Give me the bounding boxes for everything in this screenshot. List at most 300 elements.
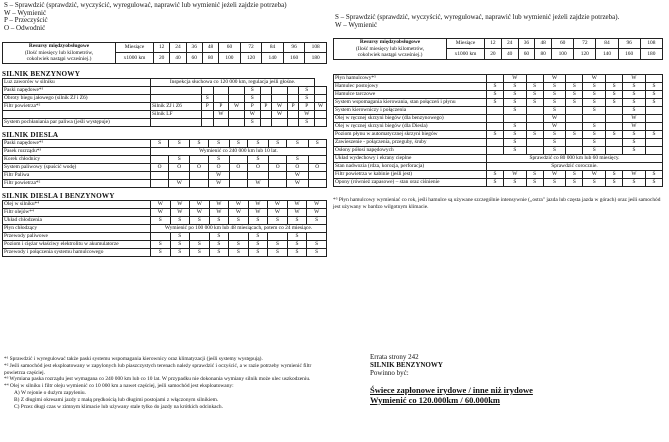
- schedule-cell: S: [583, 98, 606, 106]
- schedule-cell: W: [287, 208, 307, 216]
- schedule-cell: P: [260, 102, 272, 110]
- row-label: Filtr powietrza w kabinie (jeśli jest): [334, 170, 487, 178]
- schedule-cell: [151, 232, 171, 240]
- schedule-cell: P: [244, 102, 260, 110]
- table-row: [3, 147, 327, 155]
- month-cell: 60: [552, 39, 574, 49]
- schedule-cell: [190, 179, 208, 187]
- schedule-cell: O: [308, 163, 327, 171]
- schedule-cell: W: [151, 200, 171, 208]
- table-row: [3, 171, 327, 179]
- schedule-cell: [606, 114, 623, 122]
- schedule-cell: S: [623, 178, 646, 186]
- schedule-cell: S: [606, 170, 623, 178]
- row-note: Sprawdzić co 80 000 km lub 60 miesięcy.: [487, 154, 663, 162]
- schedule-cell: [151, 155, 169, 163]
- schedule-cell: W: [272, 102, 288, 110]
- schedule-cell: [190, 232, 210, 240]
- schedule-cell: [645, 74, 662, 82]
- right-schedule: [333, 38, 663, 210]
- schedule-cell: S: [543, 146, 566, 154]
- schedule-cell: W: [287, 171, 308, 179]
- km-cell: 80: [535, 49, 552, 59]
- months-label: Miesiące: [447, 39, 485, 49]
- schedule-cell: [213, 118, 229, 126]
- schedule-cell: [269, 179, 287, 187]
- schedule-cell: O: [208, 163, 229, 171]
- schedule-cell: W: [248, 200, 268, 208]
- schedule-cell: [645, 146, 662, 154]
- km-cell: 180: [305, 53, 327, 63]
- schedule-cell: W: [543, 170, 566, 178]
- schedule-cell: [487, 106, 504, 114]
- row-label: Korek chłodnicy: [3, 155, 151, 163]
- schedule-cell: W: [169, 179, 190, 187]
- schedule-cell: [566, 138, 583, 146]
- schedule-cell: W: [623, 114, 646, 122]
- schedule-cell: W: [287, 179, 308, 187]
- schedule-cell: O: [247, 163, 268, 171]
- row-label: Pasek rozrządu*³: [3, 147, 151, 155]
- row-label: Zawieszenie - połączenia, przeguby, śruby: [334, 138, 487, 146]
- schedule-cell: [213, 94, 229, 102]
- schedule-cell: S: [606, 82, 623, 90]
- row-label: Olej w ręcznej skrzyni biegów (dla benzynowego): [334, 114, 487, 122]
- schedule-cell: S: [169, 139, 190, 147]
- schedule-cell: S: [170, 232, 190, 240]
- schedule-cell: W: [247, 179, 268, 187]
- schedule-cell: [260, 110, 272, 118]
- schedule-cell: W: [209, 208, 229, 216]
- month-cell: 84: [596, 39, 618, 49]
- schedule-cell: S: [487, 170, 504, 178]
- benz-table: [2, 78, 327, 127]
- schedule-cell: S: [526, 170, 543, 178]
- schedule-cell: S: [503, 122, 526, 130]
- month-cell: 12: [485, 39, 502, 49]
- schedule-cell: [606, 122, 623, 130]
- errata-interval: Wymienić co 120.000km / 60.000km: [370, 395, 501, 405]
- legend-line: P – Przeczyścić: [4, 16, 48, 25]
- schedule-cell: [272, 86, 288, 94]
- table-row: [3, 216, 327, 224]
- footnote: B) Z długimi okresami jazdy z małą prędkością lub długimi postojami z włączonym silnikiem.: [14, 396, 219, 403]
- schedule-cell: P: [287, 102, 299, 110]
- schedule-cell: S: [566, 170, 583, 178]
- schedule-cell: [229, 171, 247, 179]
- schedule-cell: S: [503, 106, 526, 114]
- schedule-cell: W: [209, 200, 229, 208]
- schedule-cell: W: [543, 74, 566, 82]
- schedule-cell: S: [543, 82, 566, 90]
- month-cell: 96: [618, 39, 640, 49]
- schedule-cell: S: [503, 98, 526, 106]
- schedule-cell: W: [248, 208, 268, 216]
- schedule-cell: [229, 86, 245, 94]
- schedule-cell: [487, 74, 504, 82]
- row-label: System kierowniczy i połączenia: [334, 106, 487, 114]
- schedule-cell: W: [543, 122, 566, 130]
- schedule-cell: W: [503, 170, 526, 178]
- schedule-cell: W: [503, 74, 526, 82]
- schedule-cell: [526, 74, 543, 82]
- schedule-cell: [503, 114, 526, 122]
- schedule-cell: S: [244, 94, 260, 102]
- row-label: Hamulce tarczowe: [334, 90, 487, 98]
- table-row: [334, 74, 663, 82]
- schedule-cell: O: [151, 163, 169, 171]
- schedule-cell: O: [190, 163, 208, 171]
- schedule-cell: S: [566, 130, 583, 138]
- right-table: [333, 74, 663, 187]
- schedule-cell: [287, 94, 299, 102]
- header-sub: cokolwiek nastąpi wcześniej.): [357, 52, 423, 59]
- row-note: Inspekcja słuchowa co 120 000 km, regulacja jeśli głośne.: [151, 78, 315, 86]
- schedule-cell: S: [583, 130, 606, 138]
- km-cell: 20: [154, 53, 170, 63]
- row-note: Wymienić co 240 000 km lub 10 lat.: [151, 147, 327, 155]
- schedule-cell: [487, 122, 504, 130]
- row-label: Poziom i ciężar właściwy elektrolitu w akumulatorze: [3, 240, 151, 248]
- schedule-cell: S: [526, 178, 543, 186]
- header-sub: (Ilość miesięcy lub kilometrów,: [355, 45, 425, 52]
- row-label: System wspomagania kierowania, stan połączeń i płynu: [334, 98, 487, 106]
- schedule-cell: S: [268, 240, 288, 248]
- row-label: Poziom płynu w automatycznej skrzyni biegów: [334, 130, 487, 138]
- schedule-cell: [583, 114, 606, 122]
- schedule-cell: S: [209, 232, 229, 240]
- schedule-cell: S: [487, 82, 504, 90]
- km-cell: 120: [574, 49, 596, 59]
- schedule-cell: [645, 122, 662, 130]
- schedule-cell: S: [566, 82, 583, 90]
- row-label: Olej w silniku*⁴: [3, 200, 151, 208]
- legend-right: [335, 14, 665, 29]
- schedule-cell: S: [583, 90, 606, 98]
- schedule-cell: S: [299, 94, 315, 102]
- table-row: [334, 106, 663, 114]
- month-cell: 108: [640, 39, 662, 49]
- row-label: Filtr Paliwa: [3, 171, 151, 179]
- schedule-cell: S: [287, 240, 307, 248]
- both-table: [2, 200, 327, 257]
- schedule-cell: [269, 171, 287, 179]
- schedule-cell: [566, 106, 583, 114]
- schedule-cell: S: [503, 130, 526, 138]
- schedule-cell: [308, 171, 327, 179]
- section-title-diesla-benzynowy: SILNIK DIESLA I BENZYNOWY: [2, 191, 115, 200]
- schedule-cell: S: [606, 178, 623, 186]
- schedule-cell: O: [229, 163, 247, 171]
- schedule-cell: [247, 171, 268, 179]
- table-row: [334, 82, 663, 90]
- schedule-cell: P: [299, 102, 315, 110]
- month-cell: 12: [154, 43, 170, 53]
- schedule-cell: S: [287, 216, 307, 224]
- schedule-cell: S: [526, 90, 543, 98]
- table-row: [334, 178, 663, 186]
- schedule-cell: [487, 146, 504, 154]
- month-cell: 60: [219, 43, 241, 53]
- legend-line: O – Odwodnić: [4, 23, 46, 32]
- table-row: [334, 162, 663, 170]
- table-row: [334, 130, 663, 138]
- schedule-cell: S: [645, 178, 662, 186]
- schedule-cell: S: [151, 216, 171, 224]
- section-title-diesla: SILNIK DIESLA: [2, 130, 59, 139]
- row-label: Olej w ręcznej skrzyni biegów (dla Diesla): [334, 122, 487, 130]
- schedule-cell: [645, 114, 662, 122]
- schedule-cell: W: [190, 200, 210, 208]
- schedule-cell: [151, 179, 169, 187]
- schedule-cell: [287, 86, 299, 94]
- schedule-cell: S: [526, 130, 543, 138]
- schedule-cell: S: [307, 240, 327, 248]
- schedule-cell: W: [287, 200, 307, 208]
- legend-line: S – Sprawdzić (sprawdzić, wyczyścić, wyregulować, naprawić lub wymienić jeżeli zajdzie potrzeba).: [335, 13, 620, 21]
- schedule-cell: [566, 122, 583, 130]
- errata-item: Świece zapłonowe irydowe / inne niż irydowe: [370, 385, 533, 395]
- month-cell: 36: [518, 39, 535, 49]
- month-cell: 36: [186, 43, 202, 53]
- schedule-cell: S: [526, 82, 543, 90]
- schedule-cell: S: [229, 240, 249, 248]
- schedule-cell: S: [287, 248, 307, 256]
- km-cell: 40: [501, 49, 518, 59]
- schedule-cell: S: [287, 139, 308, 147]
- schedule-cell: [526, 146, 543, 154]
- schedule-cell: W: [623, 74, 646, 82]
- schedule-cell: S: [566, 178, 583, 186]
- schedule-cell: W: [213, 110, 229, 118]
- schedule-cell: S: [623, 90, 646, 98]
- table-row: [334, 114, 663, 122]
- schedule-cell: [229, 155, 247, 163]
- table-row: [334, 98, 663, 106]
- table-row: [3, 102, 327, 110]
- schedule-cell: [260, 118, 272, 126]
- schedule-cell: W: [229, 208, 249, 216]
- footnote: *³ Wymiana paska rozrządu jest wymagana co 240 000 km lub co 10 lat. W przypadku nie dokonania wymiany silnik może ulec uszkodzeniu.: [4, 376, 311, 383]
- schedule-cell: S: [583, 138, 606, 146]
- km-label: x1000 km: [116, 53, 154, 63]
- row-label: Przewody i połączenia systemu hamulcowego: [3, 248, 151, 256]
- schedule-cell: S: [623, 98, 646, 106]
- schedule-cell: P: [202, 102, 214, 110]
- schedule-cell: [287, 118, 299, 126]
- schedule-cell: W: [208, 179, 229, 187]
- schedule-cell: S: [645, 90, 662, 98]
- schedule-cell: W: [268, 200, 288, 208]
- row-label: Płyn chłodzący: [3, 224, 151, 232]
- schedule-cell: [229, 179, 247, 187]
- schedule-cell: O: [269, 163, 287, 171]
- row-label: System paliwowy (spuścić wodę): [3, 163, 151, 171]
- month-cell: 96: [283, 43, 305, 53]
- schedule-cell: S: [526, 98, 543, 106]
- table-row: [334, 146, 663, 154]
- schedule-cell: [606, 138, 623, 146]
- row-label: Obroty biegu jałowego (silnik ZJ i Z6): [3, 94, 151, 102]
- row-label: Opony (również zapasowe) – stan oraz ciśnienie: [334, 178, 487, 186]
- schedule-cell: [645, 106, 662, 114]
- month-cell: 108: [305, 43, 327, 53]
- errata-subtitle: Powinno być:: [370, 369, 409, 377]
- schedule-cell: W: [151, 208, 171, 216]
- month-cell: 72: [574, 39, 596, 49]
- schedule-cell: S: [299, 118, 315, 126]
- schedule-cell: S: [503, 138, 526, 146]
- schedule-cell: S: [269, 139, 287, 147]
- schedule-cell: S: [190, 248, 210, 256]
- schedule-cell: S: [503, 146, 526, 154]
- row-label: Przewody paliwowe: [3, 232, 151, 240]
- schedule-cell: [169, 171, 190, 179]
- schedule-cell: S: [487, 178, 504, 186]
- row-sublabel: [151, 86, 202, 94]
- schedule-cell: [307, 232, 327, 240]
- row-label: System pochłaniania par paliwa (jeśli występuje): [3, 118, 151, 126]
- schedule-cell: [229, 110, 245, 118]
- schedule-cell: [487, 138, 504, 146]
- schedule-cell: S: [623, 138, 646, 146]
- km-cell: 120: [240, 53, 262, 63]
- schedule-cell: P: [213, 102, 229, 110]
- schedule-cell: S: [583, 82, 606, 90]
- legend-line: W – Wymienić: [4, 8, 47, 17]
- schedule-cell: [487, 114, 504, 122]
- section-title-benzynowy: SILNIK BENZYNOWY: [2, 69, 81, 78]
- month-cell: 84: [262, 43, 284, 53]
- schedule-cell: S: [487, 98, 504, 106]
- schedule-cell: [202, 110, 214, 118]
- schedule-cell: [229, 232, 249, 240]
- row-label: Płyn hamulcowy*⁵: [334, 74, 487, 82]
- schedule-cell: S: [623, 146, 646, 154]
- table-row: [334, 138, 663, 146]
- km-cell: 40: [170, 53, 186, 63]
- schedule-cell: S: [247, 139, 268, 147]
- schedule-cell: S: [308, 139, 327, 147]
- schedule-cell: [645, 138, 662, 146]
- footnote: *¹ Sprawdzić i wyregulować także paski systemu wspomagania kierownicy oraz klimatyzacji (jeśli systemy występują).: [4, 356, 263, 362]
- header-sub: (Ilość miesięcy lub kilometrów,: [24, 49, 94, 56]
- schedule-cell: W: [623, 122, 646, 130]
- errata-section: SILNIK BENZYNOWY: [370, 361, 443, 369]
- schedule-cell: [260, 94, 272, 102]
- table-row: [3, 179, 327, 187]
- table-row: [334, 154, 663, 162]
- schedule-cell: O: [169, 163, 190, 171]
- row-sublabel: [151, 94, 202, 102]
- months-label: Miesiące: [116, 43, 154, 53]
- km-cell: 100: [552, 49, 574, 59]
- schedule-cell: [260, 86, 272, 94]
- diesel-table: [2, 139, 327, 188]
- schedule-cell: [272, 118, 288, 126]
- schedule-cell: S: [543, 138, 566, 146]
- row-label: Luz zaworów w silniku: [3, 78, 151, 86]
- schedule-cell: S: [623, 106, 646, 114]
- right-header-table: [333, 38, 663, 60]
- schedule-cell: S: [645, 170, 662, 178]
- schedule-cell: W: [190, 208, 210, 216]
- schedule-cell: [229, 94, 245, 102]
- schedule-cell: [315, 110, 327, 118]
- row-label: Układ wydechowy i ekrany cieplne: [334, 154, 487, 162]
- month-cell: 48: [535, 39, 552, 49]
- schedule-cell: W: [170, 200, 190, 208]
- row-label: Paski napędowe*¹: [3, 86, 151, 94]
- km-label: x1000 km: [447, 49, 485, 59]
- schedule-cell: S: [229, 139, 247, 147]
- schedule-cell: W: [170, 208, 190, 216]
- schedule-cell: S: [606, 98, 623, 106]
- schedule-cell: S: [543, 106, 566, 114]
- month-cell: 72: [240, 43, 262, 53]
- schedule-cell: S: [229, 248, 249, 256]
- km-cell: 180: [640, 49, 662, 59]
- schedule-cell: [526, 114, 543, 122]
- schedule-cell: S: [190, 240, 210, 248]
- schedule-cell: W: [244, 110, 260, 118]
- schedule-cell: S: [151, 248, 171, 256]
- row-label: Paski napędowe*¹: [3, 139, 151, 147]
- left-schedule: [2, 42, 327, 257]
- schedule-cell: W: [623, 170, 646, 178]
- schedule-cell: S: [248, 248, 268, 256]
- schedule-cell: S: [268, 248, 288, 256]
- schedule-cell: S: [247, 155, 268, 163]
- table-row: [334, 170, 663, 178]
- schedule-cell: W: [229, 200, 249, 208]
- table-row: [3, 118, 327, 126]
- schedule-cell: [526, 106, 543, 114]
- legend-line: S – Sprawdzić (sprawdzić, wyczyścić, wyregulować, naprawić lub wymienić jeżeli zajdzie potrzeba): [4, 1, 287, 9]
- schedule-cell: W: [583, 170, 606, 178]
- month-cell: 24: [170, 43, 186, 53]
- schedule-cell: S: [299, 86, 315, 94]
- row-label: Filtr olejów*⁴: [3, 208, 151, 216]
- table-row: [334, 90, 663, 98]
- schedule-cell: S: [583, 106, 606, 114]
- legend-left: [4, 2, 324, 32]
- schedule-cell: S: [268, 216, 288, 224]
- table-row: [3, 110, 327, 118]
- schedule-cell: [566, 74, 583, 82]
- schedule-cell: S: [543, 130, 566, 138]
- row-sublabel: Silnik LF: [151, 110, 202, 118]
- row-label: Hamulec postojowy: [334, 82, 487, 90]
- table-row: [3, 208, 327, 216]
- row-label: Filtr powietrza*²: [3, 102, 151, 110]
- schedule-cell: [566, 114, 583, 122]
- km-cell: 20: [485, 49, 502, 59]
- schedule-cell: [190, 155, 208, 163]
- table-row: [3, 240, 327, 248]
- table-row: [3, 155, 327, 163]
- legend-line: W – Wymienić: [335, 20, 378, 29]
- schedule-cell: S: [503, 90, 526, 98]
- schedule-cell: [315, 118, 327, 126]
- schedule-cell: S: [202, 94, 214, 102]
- schedule-cell: S: [503, 178, 526, 186]
- schedule-cell: S: [606, 130, 623, 138]
- footnote: *⁴ Olej w silniku i filtr oleju wymienić co 10 000 km a nawet częściej, jeśli samochód jest eksploatowany:: [4, 383, 234, 390]
- schedule-cell: [315, 94, 327, 102]
- schedule-cell: [229, 118, 245, 126]
- schedule-cell: S: [208, 139, 229, 147]
